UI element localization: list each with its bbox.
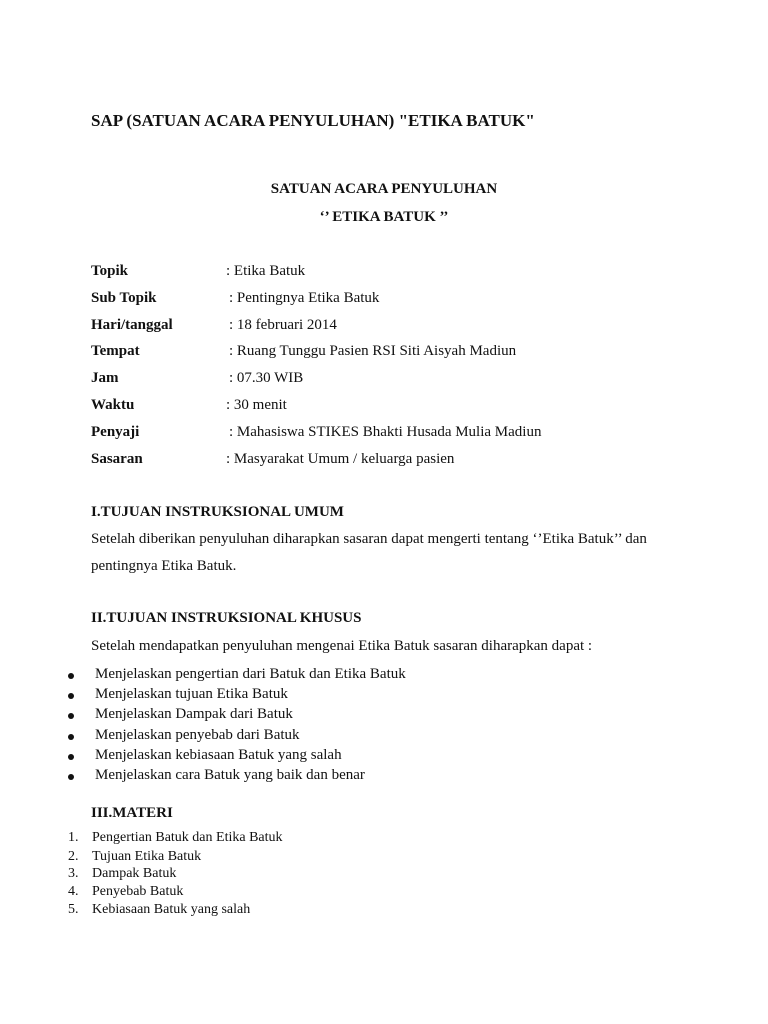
heading-line-2: ‘’ ETIKA BATUK ’’ [319,209,449,225]
list-item-text: Menjelaskan kebiasaan Batuk yang salah [95,747,342,763]
paragraph-line: pentingnya Etika Batuk. [91,558,237,574]
info-label: Sasaran [91,451,143,467]
numbered-item-text: Pengertian Batuk dan Etika Batuk [92,830,283,845]
numbered-item-marker: 2. [68,849,79,864]
numbered-item-marker: 4. [68,884,79,899]
section-heading-tujuan-khusus: II.TUJUAN INSTRUKSIONAL KHUSUS [91,610,362,626]
numbered-item-marker: 1. [68,830,79,845]
section-heading-tujuan-umum: I.TUJUAN INSTRUKSIONAL UMUM [91,504,344,520]
list-item-text: Menjelaskan pengertian dari Batuk dan Etika Batuk [95,666,406,682]
list-item-text: Menjelaskan penyebab dari Batuk [95,727,300,743]
info-label: Jam [91,370,119,386]
numbered-item-text: Penyebab Batuk [92,884,184,899]
info-label: Waktu [91,397,135,413]
list-item-text: Menjelaskan Dampak dari Batuk [95,706,293,722]
info-label: Hari/tanggal [91,317,173,333]
info-value: : 30 menit [226,397,287,413]
bullet-icon [68,713,74,719]
info-value: : 18 februari 2014 [229,317,337,333]
info-value: : Masyarakat Umum / keluarga pasien [226,451,455,467]
numbered-item-marker: 5. [68,902,79,917]
numbered-item-text: Kebiasaan Batuk yang salah [92,902,251,917]
list-item-text: Menjelaskan tujuan Etika Batuk [95,686,288,702]
bullet-icon [68,693,74,699]
bullet-icon [68,774,74,780]
info-label: Penyaji [91,424,140,440]
info-value: : Ruang Tunggu Pasien RSI Siti Aisyah Madiun [229,343,517,359]
info-value: : Mahasiswa STIKES Bhakti Husada Mulia Madiun [229,424,542,440]
numbered-item-text: Dampak Batuk [92,866,177,881]
info-label: Sub Topik [91,290,157,306]
paragraph-line: Setelah diberikan penyuluhan diharapkan sasaran dapat mengerti tentang ‘’Etika Batuk’’ dan [91,531,647,547]
document-title: SAP (SATUAN ACARA PENYULUHAN) "ETIKA BATUK" [91,111,535,130]
info-label: Topik [91,263,128,279]
section-heading-materi: III.MATERI [91,805,173,821]
info-value: : 07.30 WIB [229,370,304,386]
bullet-icon [68,673,74,679]
paragraph-line: Setelah mendapatkan penyuluhan mengenai Etika Batuk sasaran diharapkan dapat : [91,638,593,654]
heading-line-1: SATUAN ACARA PENYULUHAN [270,181,498,197]
info-label: Tempat [91,343,140,359]
bullet-icon [68,754,74,760]
info-value: : Etika Batuk [226,263,306,279]
numbered-item-text: Tujuan Etika Batuk [92,849,202,864]
numbered-item-marker: 3. [68,866,79,881]
bullet-icon [68,734,74,740]
list-item-text: Menjelaskan cara Batuk yang baik dan benar [95,767,365,783]
info-value: : Pentingnya Etika Batuk [229,290,380,306]
